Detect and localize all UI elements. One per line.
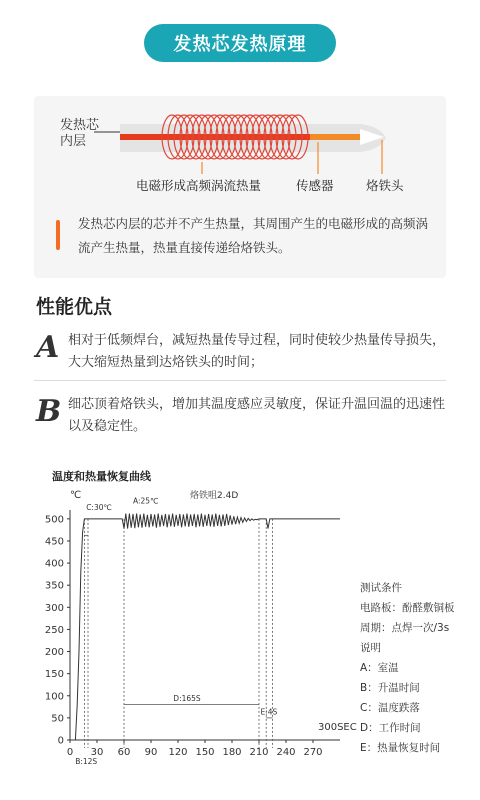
- x-tick-label: 210: [249, 747, 269, 758]
- annotation-a: A:25℃: [133, 496, 159, 506]
- feature-b-text: 细芯顶着烙铁头，增加其温度感应灵敏度，保证升温回温的迅速性以及稳定性。: [68, 397, 446, 434]
- conditions-legend-title: 说明: [360, 642, 381, 654]
- annotation-b: B:12S: [75, 757, 98, 766]
- y-tick-label: 350: [44, 580, 64, 592]
- y-tick-label: 200: [44, 647, 64, 659]
- conditions-item-b: B：升温时间: [360, 682, 420, 694]
- core-label: [60, 118, 99, 150]
- eddy-callout: 电磁形成高频涡流热量: [136, 178, 262, 193]
- conditions-item-e: E：热量恢复时间: [360, 742, 441, 754]
- x-tick-label: 270: [303, 747, 323, 758]
- sensor-callout: 传感器: [296, 178, 334, 193]
- chart-axes: [45, 510, 340, 758]
- section-banner: [144, 24, 336, 62]
- conditions-board: 电路板：酚醛敷铜板: [360, 602, 455, 614]
- annotation-c: C:30℃: [86, 503, 112, 512]
- feature-a-text: 相对于低频焊台，减短热量传导过程，同时使较少热量传导损失，大大缩短热量到达烙铁头的时间；: [68, 333, 446, 370]
- features-title: 性能优点: [36, 296, 113, 318]
- y-tick-label: 300: [44, 602, 64, 614]
- y-tick-label: 250: [44, 624, 64, 636]
- accent-bar: [56, 220, 60, 250]
- test-conditions: [360, 578, 455, 758]
- conditions-title: 测试条件: [360, 582, 402, 594]
- x-tick-label: 150: [195, 747, 215, 758]
- tip-callout: 烙铁头: [366, 178, 404, 193]
- x-axis-unit: 300SEC: [318, 722, 357, 733]
- core-label-line1: 发热芯: [60, 118, 100, 133]
- x-tick-label: 180: [222, 747, 242, 758]
- y-tick-label: 100: [44, 691, 64, 703]
- annotation-d: D:165S: [173, 694, 201, 704]
- chart-series: [70, 514, 340, 740]
- x-tick-label: 30: [90, 747, 104, 758]
- chart-subtitle: 烙铁咀2.4D: [190, 491, 239, 501]
- y-axis-unit: ℃: [70, 490, 82, 501]
- x-tick-label: 0: [66, 747, 74, 758]
- y-tick-label: 50: [51, 713, 64, 725]
- conditions-item-c: C：温度跌落: [360, 702, 420, 714]
- x-tick-label: 60: [117, 747, 131, 758]
- conditions-item-a: A：室温: [360, 662, 399, 674]
- chart-title: 温度和热量恢复曲线: [52, 470, 151, 483]
- y-tick-label: 500: [44, 514, 64, 526]
- y-tick-label: 400: [44, 558, 64, 570]
- principle-description: 发热芯内层的芯并不产生热量，其周围产生的电磁形成的高频涡流产生热量，热量直接传递给烙铁头。: [78, 216, 429, 255]
- conditions-item-d: D：工作时间: [360, 722, 421, 734]
- feature-b-letter: B: [36, 394, 62, 429]
- banner-title: 发热芯发热原理: [173, 34, 307, 55]
- y-tick-label: 0: [57, 735, 64, 747]
- core-label-line2: 内层: [60, 134, 87, 149]
- temperature-line: [70, 514, 340, 740]
- principle-card: [34, 96, 446, 278]
- chart-guides: [84, 519, 272, 748]
- x-tick-label: 120: [168, 747, 188, 758]
- y-tick-label: 150: [44, 669, 64, 681]
- features-divider: [34, 380, 446, 381]
- y-tick-label: 450: [44, 536, 64, 548]
- conditions-cycle: 周期：点焊一次/3s: [360, 622, 450, 634]
- chart-annotations: [75, 496, 277, 766]
- x-tick-label: 240: [276, 747, 296, 758]
- feature-a-letter: A: [36, 330, 60, 365]
- annotation-e: E:4S: [260, 707, 278, 717]
- core-extension: [310, 134, 360, 140]
- x-tick-label: 90: [144, 747, 158, 758]
